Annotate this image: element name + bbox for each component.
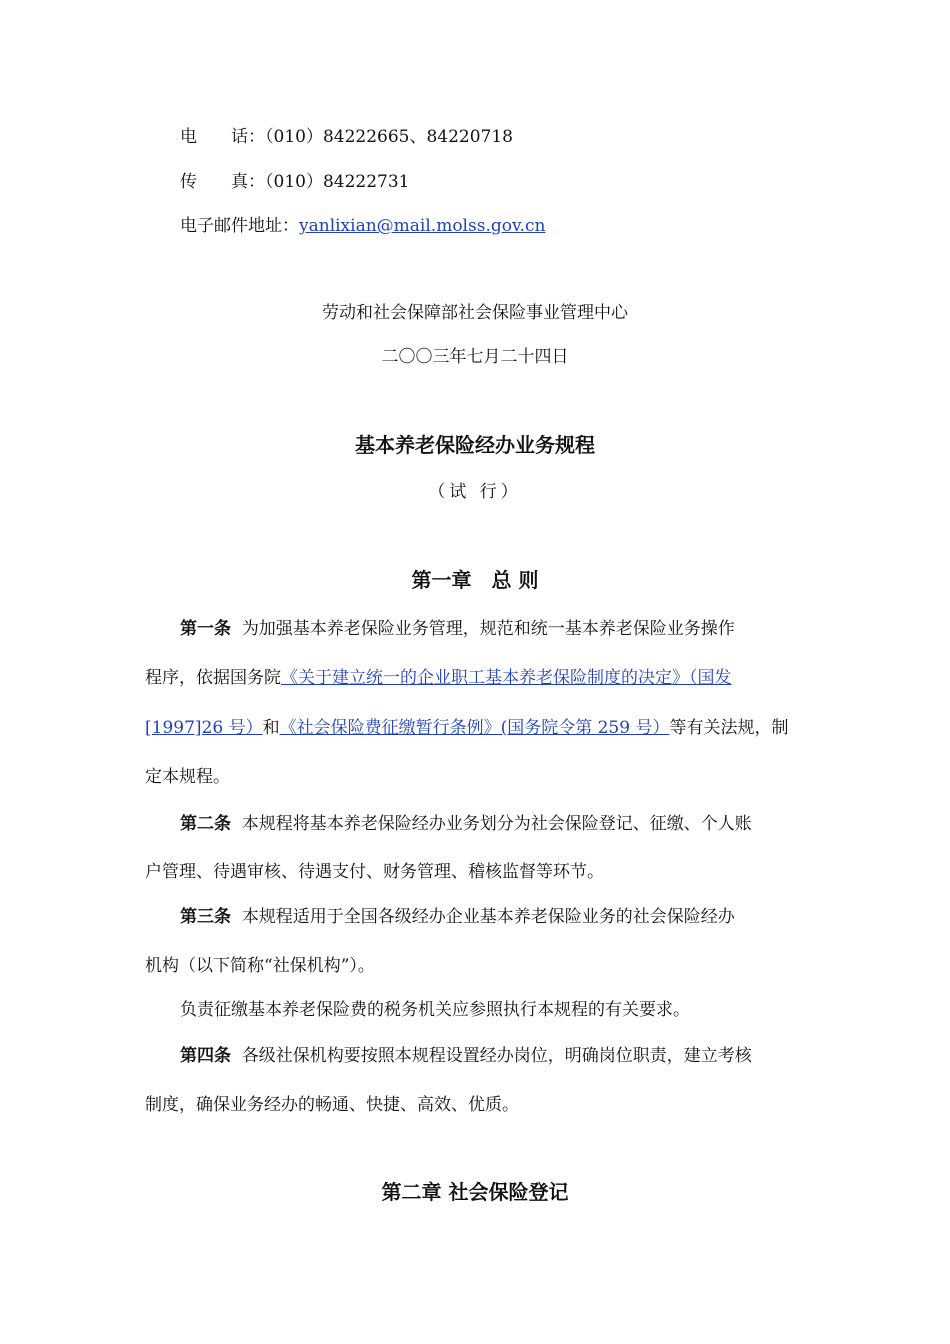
decision-link-cont[interactable]: [1997]26 号）: [145, 718, 263, 738]
chapter-2-heading: 第二章 社会保险登记: [381, 1180, 569, 1204]
regulation-link[interactable]: 《社会保险费征缴暂行条例》(国务院令第 259 号）: [279, 718, 670, 738]
phone-line: [180, 125, 513, 149]
article-1-line-3: [1997]26 号）和《社会保险费征缴暂行条例》(国务院令第 259 号）等有关法规，制: [145, 718, 789, 738]
article-3-line-2: 机构（以下简称“社保机构”）。: [145, 956, 375, 976]
document-subtitle: （试 行）: [428, 482, 522, 502]
fax-label: 传 真：: [180, 172, 265, 192]
fax-value: （010）84222731: [265, 172, 410, 192]
article-3-line-3: 负责征缴基本养老保险费的税务机关应参照执行本规程的有关要求。: [180, 1000, 690, 1020]
article-4-line-2: 制度，确保业务经办的畅通、快捷、高效、优质。: [145, 1095, 519, 1115]
email-link[interactable]: yanlixian@mail.molss.gov.cn: [299, 216, 546, 236]
document-title: 基本养老保险经办业务规程: [355, 433, 595, 457]
article-1-line-1: 第一条 为加强基本养老保险业务管理，规范和统一基本养老保险业务操作: [180, 619, 735, 639]
article-4-label: 第四条: [180, 1046, 231, 1066]
decision-link[interactable]: 《关于建立统一的企业职工基本养老保险制度的决定》（国发: [281, 668, 732, 688]
fax-line: [180, 170, 409, 194]
signature-date: 二〇〇三年七月二十四日: [381, 347, 569, 367]
article-2-line-1: 第二条 本规程将基本养老保险经办业务划分为社会保险登记、征缴、个人账: [180, 814, 752, 834]
article-1-label: 第一条: [180, 619, 231, 639]
article-2-label: 第二条: [180, 814, 231, 834]
article-1-line-2: 程序，依据国务院《关于建立统一的企业职工基本养老保险制度的决定》（国发: [145, 668, 732, 688]
email-label: 电子邮件地址：: [180, 216, 299, 236]
article-3-line-1: 第三条 本规程适用于全国各级经办企业基本养老保险业务的社会保险经办: [180, 907, 735, 927]
email-line: [180, 214, 545, 238]
article-1-line-4: 定本规程。: [145, 767, 230, 787]
phone-value: （010）84222665、84220718: [265, 127, 514, 147]
phone-label: 电 话：: [180, 127, 265, 147]
article-2-line-2: 户管理、待遇审核、待遇支付、财务管理、稽核监督等环节。: [145, 862, 604, 882]
chapter-1-heading: 第一章 总 则: [411, 568, 539, 592]
article-4-line-1: 第四条 各级社保机构要按照本规程设置经办岗位，明确岗位职责，建立考核: [180, 1046, 752, 1066]
article-3-label: 第三条: [180, 907, 231, 927]
signature-org: 劳动和社会保障部社会保险事业管理中心: [322, 303, 628, 323]
